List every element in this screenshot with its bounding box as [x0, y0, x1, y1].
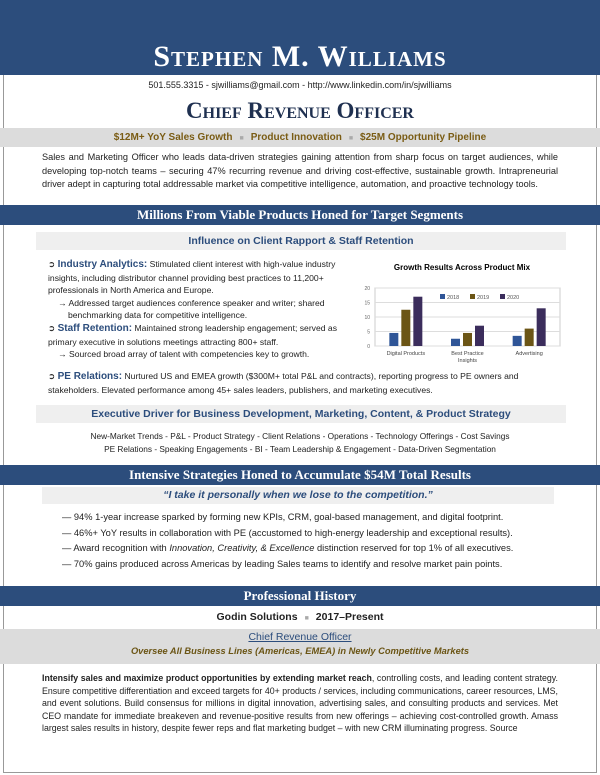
result-item [62, 541, 562, 557]
square-separator-icon: ■ [239, 135, 244, 142]
subheading: Influence on Client Rapport & Staff Retention [36, 232, 566, 250]
keywords-line: PE Relations - Speaking Engagements - BI - Team Leadership & Engagement - Data-Driven Segmentation [104, 444, 496, 454]
result-text: distinction reserved for top 1% of all executives. [314, 543, 514, 553]
tag: Product Innovation [250, 132, 342, 143]
bar-2020 [537, 308, 546, 346]
lead-text: Intensify sales and maximize product opportunities by extending market reach [42, 673, 372, 683]
bullet-head: PE Relations: [57, 371, 123, 382]
company-line [0, 611, 600, 623]
legend-label: 2020 [507, 295, 520, 301]
bullet-pe-relations [48, 370, 568, 396]
bullet-industry-analytics [48, 258, 348, 322]
bullet-text: Stimulated client interest with high-value industry insights, including distributor channel providing best practices to 11,200+ professionals in North America and Europe. [48, 259, 336, 295]
tag-bar [0, 128, 600, 147]
bar-2018 [513, 336, 522, 346]
sub-bullet-text: Addressed target audiences conference speaker and writer; shared benchmarking data for competitive intelligence. [68, 297, 325, 320]
section-heading: Millions From Viable Products Honed for Target Segments [0, 205, 600, 225]
bullet-staff-retention [48, 322, 348, 361]
summary: Sales and Marketing Officer who leads data-driven strategies gaining attention from sharp focus on target audiences, while developing top-notch teams – securing 47% recurring revenue and driving cost-effective, sustainable growth. Intrapreneurial driver adept in capturing total addressable market via competitive intelligence, automation, and proactive technology tools. [42, 152, 558, 189]
phone: 501.555.3315 [148, 80, 204, 90]
y-tick-label: 5 [367, 329, 370, 336]
dates: 2017–Present [315, 611, 384, 623]
role-title: Chief Revenue Officer [248, 631, 352, 643]
x-tick-label: Digital Products [386, 351, 426, 357]
role-description [42, 672, 558, 735]
linkedin-link[interactable]: http://www.linkedin.com/in/sjwilliams [307, 80, 452, 90]
square-separator-icon: ■ [348, 135, 354, 142]
arrow-circle-icon: ➲ [48, 323, 56, 333]
x-tick-label: Best Practice [451, 351, 484, 357]
bullet-text: Maintained strong leadership engagement; served as primary executive in solutions meetings attracting 800+ staff. [48, 323, 337, 347]
separator: - [302, 80, 306, 90]
bar-2020 [475, 326, 484, 346]
bar-2018 [389, 333, 398, 346]
bullet-head: Staff Retention: [57, 323, 133, 334]
legend-label: 2019 [477, 295, 490, 301]
square-separator-icon: ■ [304, 615, 309, 622]
job-title: Chief Revenue Officer [186, 98, 414, 123]
legend-swatch [440, 294, 445, 299]
arrow-circle-icon: ➲ [48, 259, 56, 269]
sub-bullet: → Addressed target audiences conference speaker and writer; shared benchmarking data for competitive intelligence. [58, 297, 325, 320]
legend-label: 2018 [447, 295, 460, 301]
tag: $12M+ YoY Sales Growth [113, 132, 233, 143]
section-heading: Intensive Strategies Honed to Accumulate $54M Total Results [0, 465, 600, 485]
arrow-circle-icon: ➲ [48, 371, 56, 381]
email-link[interactable]: sjwilliams@gmail.com [211, 80, 300, 90]
legend-swatch [470, 294, 475, 299]
result-text: — 46%+ YoY results in collaboration with PE (accustomed to high-energy leadership and exceptional results). [62, 527, 513, 538]
result-text: — Award recognition with [62, 543, 170, 553]
driver-heading: Executive Driver for Business Development, Marketing, Content, & Product Strategy [36, 405, 566, 423]
role-tagline: Oversee All Business Lines (Americas, EMEA) in Newly Competitive Markets [130, 646, 470, 656]
tag: $25M Opportunity Pipeline [360, 132, 487, 143]
contact-line [0, 80, 600, 90]
section-heading: Professional History [0, 586, 600, 606]
bar-2020 [413, 297, 422, 346]
result-italic: Innovation, Creativity, & Excellence [169, 543, 315, 553]
result-text: — 94% 1-year increase sparked by forming new KPIs, CRM, goal-based management, and digital footprint. [62, 512, 504, 522]
separator: - [205, 80, 209, 90]
y-tick-label: 0 [367, 344, 370, 350]
result-item [62, 510, 562, 526]
x-tick-label: Advertising [515, 351, 543, 357]
quote: “I take it personally when we lose to the competition.” [42, 487, 554, 504]
bullet-text: Nurtured US and EMEA growth ($300M+ total P&L and contracts), reporting progress to PE owners and stakeholders. Elevated performance among 45+ sales leaders, publishers, and marketing executives. [48, 371, 519, 395]
keywords-line: New-Market Trends - P&L - Product Strategy - Client Relations - Operations - Technology Offerings - Cost Savings [90, 431, 510, 441]
name-header: Stephen M. Williams [0, 0, 600, 75]
y-tick-label: 15 [364, 300, 370, 307]
bar-2019 [401, 310, 410, 346]
y-tick-label: 10 [364, 315, 370, 321]
result-item [62, 526, 562, 542]
bullet-head: Industry Analytics: [57, 259, 148, 270]
chart-title: Growth Results Across Product Mix [393, 263, 531, 272]
bar-2019 [463, 333, 472, 346]
growth-chart [355, 258, 570, 368]
result-item [62, 557, 562, 573]
legend-swatch [500, 294, 505, 299]
role-box [0, 629, 600, 664]
results-list [62, 510, 562, 572]
sub-bullet-text: Sourced broad array of talent with competencies key to growth. [68, 349, 310, 359]
y-tick-label: 20 [364, 286, 370, 292]
keywords [0, 430, 600, 456]
company: Godin Solutions [216, 611, 298, 623]
bar-2018 [451, 339, 460, 346]
body-text: , controlling costs, and leading content strategy. Ensure competitive differentiation and exceed targets for 40+ products / services, including communications, career resources, LMS, and event solutions. Build consensus for millions in digital innovation, advertising sales, and consulting products and services. Met CEO mandate for immediate breakeven and revenue-positive results from new offerings – achieving cost-controlled growth. Amass largest sales results in history, despite fewer reps and flat marketing budget – with new CRM illuminating progress. Source [42, 673, 558, 733]
bar-2019 [525, 329, 534, 346]
x-tick-label: Insights [458, 358, 477, 364]
sub-bullet: → Sourced broad array of talent with competencies key to growth. [58, 349, 310, 359]
result-text: — 70% gains produced across Americas by leading Sales teams to identify and resolve market pain points. [62, 558, 503, 569]
